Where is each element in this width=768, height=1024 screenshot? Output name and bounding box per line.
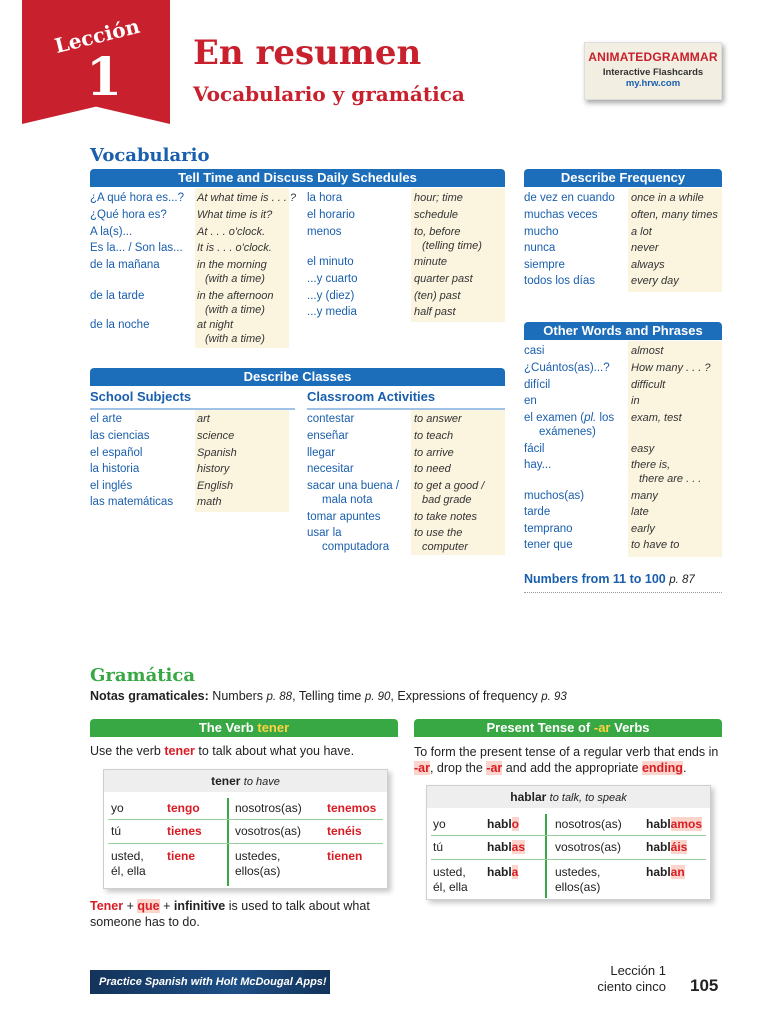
page-number: 105 <box>690 976 719 995</box>
page-subtitle: Vocabulario y gramática <box>193 82 465 106</box>
grammar-notes: Notas gramaticales: Numbers p. 88, Telling time p. 90, Expressions of frequency p. 93 <box>90 689 567 703</box>
classes-bar: Describe Classes <box>90 368 505 386</box>
badge-url: my.hrw.com <box>625 78 681 89</box>
page-title: En resumen <box>193 33 422 73</box>
other-list: casi almost ¿Cuántos(as)...? How many . . . ? difícil difficult en in el examen (pl. los exámenes) exam, test fácil easy hay... there is, there are . . . muchos(as) many tarde late temprano early tener que to have to <box>524 345 711 551</box>
other-bar: Other Words and Phrases <box>524 322 722 340</box>
animated-grammar-badge[interactable] <box>584 42 722 100</box>
hablar-table-header: hablar to talk, to speak <box>427 786 710 808</box>
footer-leccion: Lección 1 <box>610 963 666 978</box>
activities-title: Classroom Activities <box>307 388 505 410</box>
subjects-title: School Subjects <box>90 388 295 410</box>
time-list-left: ¿A qué hora es...? At what time is . . . ? ¿Qué hora es? What time is it? A la(s)... At . . . o'clock. Es la... / Son las... It is . . . o'clock. de la mañana in the morning (with a time) de la tarde in the afternoon (with a time) de la noche at night (with a time) <box>90 192 297 345</box>
numbers-label: Numbers from 11 to 100 <box>524 572 666 586</box>
tener-intro: Use the verb tener to talk about what you have. <box>90 744 355 758</box>
numbers-link[interactable] <box>524 572 695 586</box>
activities-list: contestar to answer enseñar to teach llegar to arrive necesitar to need sacar una buena / mala nota to get a good / bad grade tomar apuntes to take notes usar la computadora to use the computer <box>307 413 485 553</box>
numbers-page: p. 87 <box>669 574 695 586</box>
badge-line1: Interactive Flashcards <box>602 67 704 78</box>
time-bar: Tell Time and Discuss Daily Schedules <box>90 169 505 187</box>
freq-list: de vez en cuando once in a while muchas veces often, many times mucho a lot nunca never siempre always todos los días every day <box>524 192 718 287</box>
ar-bar: Present Tense of -ar Verbs <box>414 719 722 737</box>
grammar-heading: Gramática <box>90 665 196 686</box>
animated-grammar-logo: ANIMATEDGRAMMAR <box>588 50 718 64</box>
leccion-number: 1 <box>86 47 123 108</box>
tener-que-note: Tener + que + infinitive is used to talk about what someone has to do. <box>90 899 370 929</box>
tener-bar: The Verb tener <box>90 719 398 737</box>
numbers-divider <box>524 592 722 593</box>
leccion-word: Lección <box>52 13 143 59</box>
notes-label: Notas gramaticales: <box>90 689 209 703</box>
ar-intro: To form the present tense of a regular verb that ends in -ar, drop the -ar and add the appropriate ending. <box>414 745 719 775</box>
vocab-heading: Vocabulario <box>90 145 210 166</box>
tener-table-header: tener to have <box>104 770 387 792</box>
time-list-right: la hora hour; time el horario schedule menos to, before (telling time) el minuto minute ...y cuarto quarter past ...y (diez) (ten) past ...y media half past <box>307 192 482 318</box>
hablar-table: hablar to talk, to speak yo hablo nosotros(as) hablamos tú hablas vosotros(as) habláis usted, él, ella habla ustedes, ellos(as) hablan <box>426 785 711 900</box>
tener-table: tener to have yo tengo nosotros(as) tenemos tú tienes vosotros(as) tenéis usted, él, ella tiene ustedes, ellos(as) tienen <box>103 769 388 889</box>
subjects-list: el arte art las ciencias science el español Spanish la historia history el inglés English las matemáticas math <box>90 413 237 508</box>
footer-ciento: ciento cinco <box>597 979 666 994</box>
freq-bar: Describe Frequency <box>524 169 722 187</box>
apps-banner[interactable]: Practice Spanish with Holt McDougal Apps! <box>90 970 330 994</box>
